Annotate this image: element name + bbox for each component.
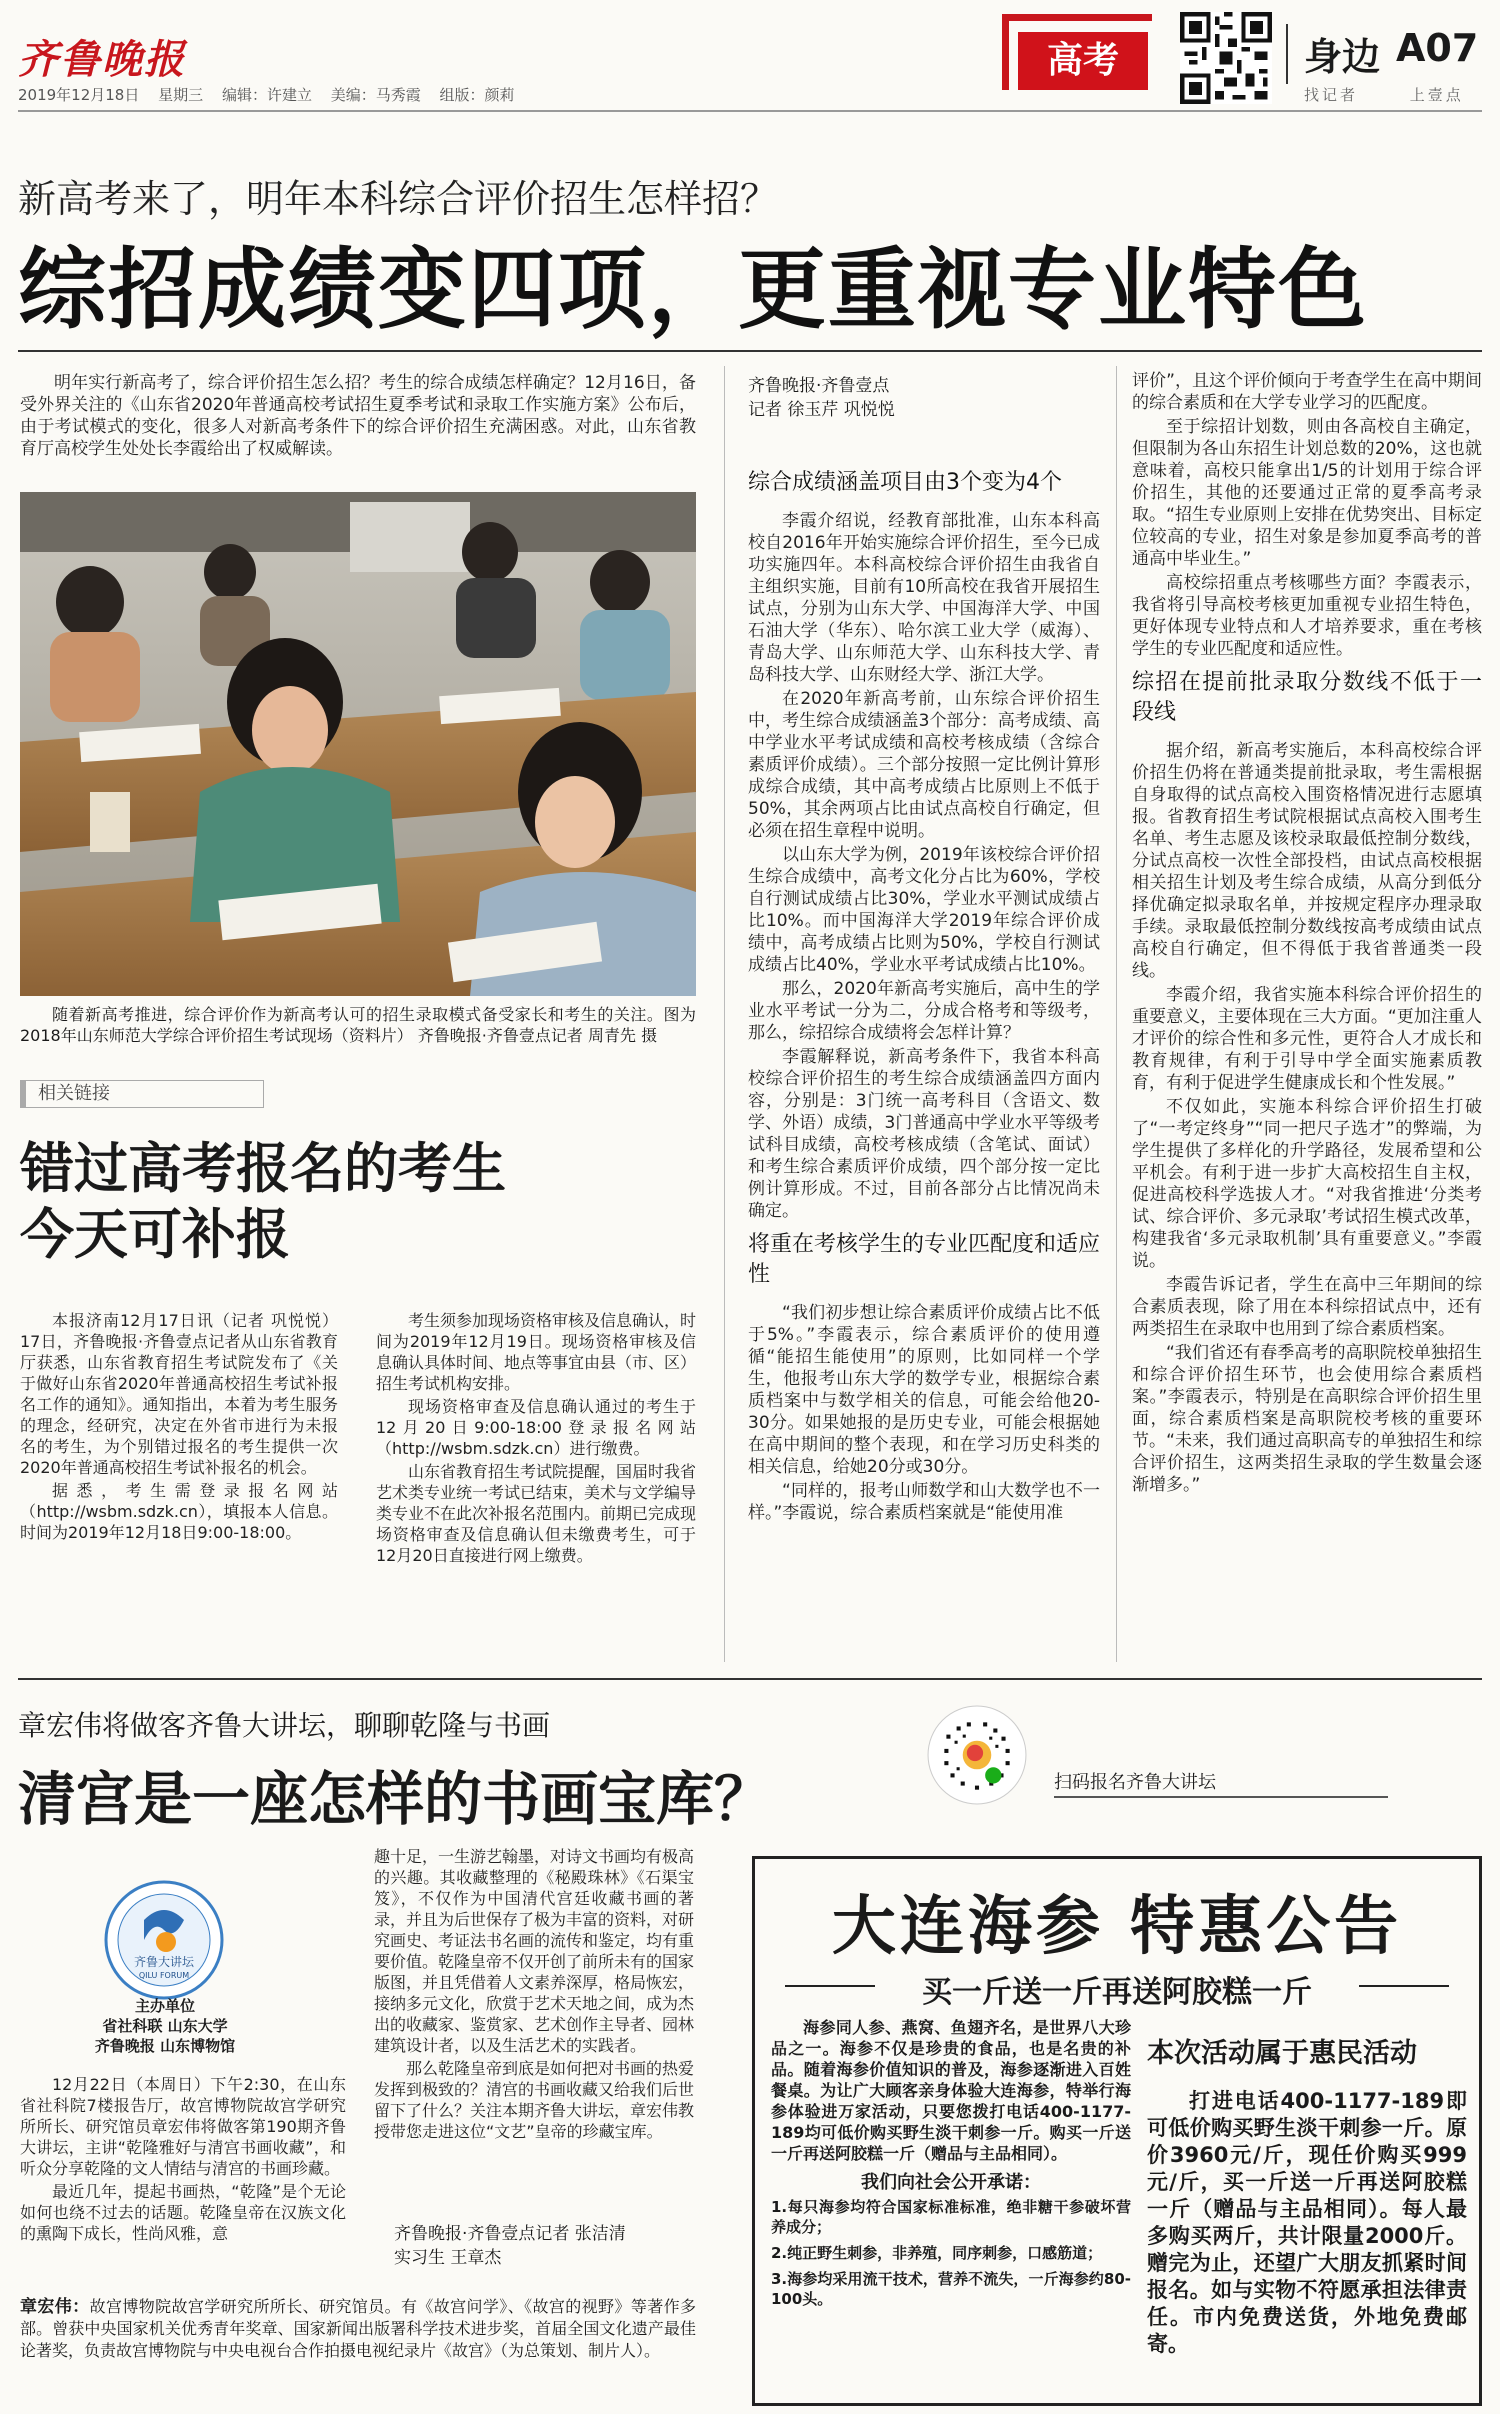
logo-text: 齐鲁大讲坛	[133, 1955, 195, 1969]
column-divider	[724, 366, 725, 1662]
issue-date: 2019年12月18日	[18, 86, 140, 104]
forum-column-2	[374, 1846, 694, 2144]
photo-caption-text: 随着新高考推进，综合评价作为新高考认可的招生录取模式备受家长和考生的关注。图为2018年山东师范大学综合评价招生考试现场（资料片） 齐鲁晚报·齐鲁壹点记者 周青先 摄	[20, 1005, 696, 1045]
page-section: 身边	[1304, 35, 1381, 79]
lead-paragraph: 至于综招计划数，则由各高校自主确定，但限制为各山东招生计划总数的20%，这也就意味着，高校只能拿出1/5的计划用于综合评价招生，其他的还要通过正常的夏季高考录取。“招生专业原则上安排在优势突出、目标定位较高的专业，招生对象是参加夏季高考的普通高中毕业生。”	[1132, 417, 1482, 569]
byline-reporters: 记者 徐玉芹 巩悦悦	[748, 400, 895, 420]
lead-paragraph: 李霞介绍说，经教育部批准，山东本科高校自2016年开始实施综合评价招生，至今已成功实施四年。本科高校综合评价招生由我省自主组织实施，目前有10所高校在我省开展招生试点，分别为山东大学、中国海洋大学、中国石油大学（华东）、哈尔滨工业大学（威海）、青岛大学、山东师范大学、山东科技大学、青岛科技大学、山东财经大学、浙江大学。	[748, 511, 1100, 685]
forum-paragraph: 12月22日（本周日）下午2:30，在山东省社科院7楼报告厅，故宫博物院故宫学研究所所长、研究馆员章宏伟将做客第190期齐鲁大讲坛，主讲“乾隆雅好与清宫书画收藏”，和听众分享乾隆的文人情结与清宫的书画珍藏。	[20, 2075, 346, 2178]
lead-paragraph: “我们省还有春季高考的高职院校单独招生和综合评价招生环节，也会使用综合素质档案。”李霞表示，特别是在高职综合评价招生里面，综合素质档案是高职院校考核的重要环节。“未来，我们通过高职高专的单独招生和综合评价招生，这两类招生录取的学生数量会逐渐增多。”	[1132, 1343, 1482, 1495]
column-divider	[1116, 366, 1117, 1662]
related-headline	[20, 1136, 506, 1268]
forum-paragraph: 最近几年，提起书画热，“乾隆”是个无论如何也绕不过去的话题。乾隆皇帝在汉族文化的熏陶下成长，性尚风雅，意	[20, 2182, 346, 2243]
lead-paragraph: 不仅如此，实施本科综合评价招生打破了“一考定终身”“同一把尺子选才”的弊端，为学生提供了多样化的升学路径，发展希望和公平机会。有利于进一步扩大高校招生自主权，促进高校科学选拔人才。“对我省推进‘分类考试、综合评价、多元录取’考试招生模式改革，构建我省‘多元录取机制’具有重要意义。”李霞说。	[1132, 1097, 1482, 1271]
sponsor-block	[60, 1996, 270, 2056]
ad-offer-text: 打进电话400-1177-189即可低价购买野生淡干刺参一斤。原价3960元/斤，现任价购买999元/斤，买一斤送一斤再送阿胶糕一斤（赠品与主品相同）。每人最多购买两斤，共计限量2000斤。赠完为止，还望广大朋友抓紧时间报名。如与实物不符愿承担法律责任。市内免费送货，外地免费邮寄。	[1147, 2089, 1467, 2356]
qilu-app-label: 上壹点	[1409, 86, 1464, 104]
headline-rule	[18, 350, 1482, 352]
related-column-1	[20, 1310, 338, 1545]
editor-credit: 编辑：许建立	[221, 86, 312, 104]
layout-credit: 组版：颜莉	[439, 86, 515, 104]
speaker-bio-text: 故宫博物院故宫学研究所所长、研究馆员。有《故宫问学》、《故宫的视野》等著作多部。曾获中央国家机关优秀青年奖章、国家新闻出版署科学技术进步奖，首届全国文化遗产最佳论著奖，负责故宫博物院与中央电视台合作拍摄电视纪录片《故宫》（为总策划、制片人）。	[20, 2297, 696, 2360]
sponsor-line: 齐鲁晚报 山东博物馆	[94, 2037, 236, 2055]
forum-byline-line: 实习生 王章杰	[394, 2248, 502, 2268]
forum-paragraph: 趣十足，一生游艺翰墨，对诗文书画均有极高的兴趣。其收藏整理的《秘殿珠林》《石渠宝笈》，不仅作为中国清代宫廷收藏书画的著录，并且为后世保存了极为丰富的资料，对研究画史、考证法书名画的流传和鉴定，均有重要价值。乾隆皇帝不仅开创了前所未有的国家版图，并且凭借着人文素养深厚，格局恢宏，接纳多元文化，欣赏于艺术天地之间，成为杰出的收藏家、鉴赏家、艺术创作主导者、园林建筑设计者，以及生活艺术的实践者。	[374, 1847, 695, 2055]
newspaper-logo: 齐鲁晚报	[18, 36, 186, 83]
issue-weekday: 星期三	[158, 86, 204, 104]
lead-column-b	[1132, 370, 1482, 1498]
section-sub-labels	[1304, 84, 1500, 105]
sea-cucumber-ad	[752, 1856, 1482, 2406]
lead-paragraph: 在2020年新高考前，山东综合评价招生中，考生综合成绩涵盖3个部分：高考成绩、高中学业水平考试成绩和高校考核成绩（含综合素质评价成绩）。三个部分按照一定比例计算形成综合成绩，其中高考成绩占比原则上不低于50%，其余两项占比由试点高校自行确定，但必须在招生章程中说明。	[748, 689, 1100, 841]
lead-paragraph: 李霞介绍，我省实施本科综合评价招生的重要意义，主要体现在三大方面。“更加注重人才评价的综合性和多元性，更符合人才成长和教育规律，有利于引导中学全面实施素质教育，有利于促进学生健康成长和个性发展。”	[1132, 985, 1482, 1093]
lead-paragraph: 以山东大学为例，2019年该校综合评价招生综合成绩中，高考文化分占比为60%，学校自行测试成绩占比30%，学业水平测试成绩占比10%。而中国海洋大学2019年综合评价成绩中，高考成绩占比则为50%，学校自行测试成绩占比40%，学业水平考试成绩占比10%。	[748, 845, 1100, 975]
forum-column-1	[20, 2074, 346, 2246]
exam-room-photo	[20, 492, 696, 996]
masthead-rule	[18, 110, 1482, 112]
related-paragraph: 山东省教育招生考试院提醒，国届时我省艺术类专业统一考试已结束，美术与文学编导类专业不在此次补报名范围内。前期已完成现场资格审查及信息确认但未缴费考生，可于12月20日直接进行网上缴费。	[376, 1462, 697, 1565]
section-tag: 高考	[1018, 32, 1148, 90]
sponsor-line: 省社科联 山东大学	[102, 2017, 228, 2035]
ad-offer-title: 本次活动属于惠民活动	[1147, 2038, 1417, 2069]
lead-subhead: 综合成绩涵盖项目由3个变为4个	[748, 470, 1062, 495]
related-paragraph: 考生须参加现场资格审核及信息确认，时间为2019年12月19日。现场资格审核及信息确认具体时间、地点等事宜由县（市、区）招生考试机构安排。	[376, 1311, 697, 1393]
ad-title: 大连海参 特惠公告	[831, 1890, 1403, 1964]
related-paragraph: 现场资格审查及信息确认通过的考生于12月20日9:00-18:00登录报名网站（http://wsbm.sdzk.cn）进行缴费。	[376, 1397, 696, 1458]
lead-subhead: 将重在考核学生的专业匹配度和适应性	[748, 1232, 1101, 1287]
lead-intro-text: 明年实行新高考了，综合评价招生怎么招？考生的综合成绩怎样确定？12月16日，备受外界关注的《山东省2020年普通高校考试招生夏季考试和录取工作实施方案》公布后，由于考试模式的变化，很多人对新高考条件下的综合评价招生充满困惑。对此，山东省教育厅高校学生处处长李霞给出了权威解读。	[20, 373, 696, 459]
related-paragraph: 本报济南12月17日讯（记者 巩悦悦） 17日，齐鲁晚报·齐鲁壹点记者从山东省教育厅获悉，山东省教育招生考试院发布了《关于做好山东省2020年普通高校招生考试补报名工作的通知》。通知指出，本着为考生服务的理念，经研究，决定在外省市进行为未报名的考生，为个别错过报名的考生提供一次2020年普通高校招生考试补报名的机会。	[20, 1311, 338, 1477]
lead-paragraph: 李霞解释说，新高考条件下，我省本科高校综合评价招生的考生综合成绩涵盖四方面内容，分别是：3门统一高考科目（含语文、数学、外语）成绩，3门普通高中学业水平等级考试科目成绩，高校考核成绩（含笔试、面试）和考生综合素质评价成绩，四个部分按一定比例计算形成。不过，目前各部分占比情况尚未确定。	[748, 1047, 1100, 1221]
ad-promise-item: 1.每只海参均符合国家标准标准，绝非糖干参破坏营养成分；	[771, 2198, 1131, 2236]
masthead-divider	[1286, 24, 1288, 84]
ad-promise-heading: 我们向社会公开承诺：	[861, 2172, 1041, 2193]
qr-code-icon	[926, 1704, 1028, 1806]
related-column-2	[376, 1310, 696, 1568]
lead-paragraph: “同样的，报考山师数学和山大数学也不一样。”李霞说，综合素质档案就是“能使用准	[748, 1481, 1100, 1523]
lead-paragraph: 那么，2020年新高考实施后，高中生的学业水平考试一分为二，分成合格考和等级考，那么，综招综合成绩将会怎样计算？	[748, 979, 1100, 1043]
forum-byline-line: 齐鲁晚报·齐鲁壹点记者 张洁清	[394, 2224, 626, 2244]
forum-paragraph: 那么乾隆皇帝到底是如何把对书画的热爱发挥到极致的？清宫的书画收藏又给我们后世留下了什么？关注本期齐鲁大讲坛，章宏伟教授带您走进这位“文艺”皇帝的珍藏宝库。	[374, 2059, 695, 2141]
scan-to-register-label: 扫码报名齐鲁大讲坛	[1054, 1772, 1216, 1793]
forum-headline: 清宫是一座怎样的书画宝库？	[18, 1765, 773, 1833]
ad-offer	[1147, 2031, 1467, 2358]
speaker-bio	[20, 2296, 696, 2362]
qilu-forum-logo	[104, 1880, 224, 2000]
ad-body	[771, 2017, 1131, 2315]
page-number: A07	[1396, 26, 1479, 70]
related-headline-line2: 今天可补报	[20, 1203, 290, 1266]
lead-column-a	[748, 460, 1100, 1526]
forum-kicker: 章宏伟将做客齐鲁大讲坛，聊聊乾隆与书画	[18, 1709, 551, 1742]
lead-byline	[748, 374, 895, 422]
lead-intro	[20, 372, 696, 462]
lead-headline: 综招成绩变四项，更重视专业特色	[18, 238, 1369, 341]
related-paragraph: 据悉，考生需登录报名网站（http://wsbm.sdzk.cn），填报本人信息。时间为2019年12月18日9:00-18:00。	[20, 1481, 338, 1542]
lead-paragraph: 据介绍，新高考实施后，本科高校综合评价招生仍将在普通类提前批录取，考生需根据自身取得的试点高校入围资格情况进行志愿填报。省教育招生考试院根据试点高校入围考生名单、考生志愿及该校录取最低控制分数线，分试点高校一次性全部投档，由试点高校根据相关招生计划及考生综合成绩，从高分到低分择优确定拟录取名单，并按规定程序办理录取手续。录取最低控制分数线按高考成绩由试点高校自行确定，但不得低于我省普通类一段线。	[1132, 741, 1482, 981]
issue-meta	[18, 84, 529, 105]
related-headline-line1: 错过高考报名的考生	[20, 1137, 506, 1200]
sponsor-heading: 主办单位	[134, 1997, 195, 2015]
ad-subtitle: 买一斤送一斤再送阿胶糕一斤	[785, 1967, 1449, 2011]
lead-subhead: 综招在提前批录取分数线不低于一段线	[1132, 670, 1482, 725]
ad-promise-list	[771, 2197, 1131, 2309]
ad-body-text: 海参同人参、燕窝、鱼翅齐名，是世界八大珍品之一。海参不仅是珍贵的食品，也是名贵的补品。随着海参价值知识的普及，海参逐渐进入百姓餐桌。为让广大顾客亲身体验大连海参，特举行海参体验进万家活动，只要您拨打电话400-1177-189均可低价购买野生淡干刺参一斤。购买一斤送一斤再送阿胶糕一斤（赠品与主品相同）。	[771, 2018, 1131, 2163]
qr-code-icon	[1180, 12, 1272, 104]
speaker-name: 章宏伟：	[20, 2297, 90, 2317]
find-reporter-label: 找记者	[1304, 86, 1359, 104]
scan-rule	[1054, 1796, 1388, 1798]
forum-byline	[394, 2222, 694, 2270]
ad-promise-item: 2.纯正野生刺参，非养殖，同序刺参，口感筋道；	[771, 2244, 1103, 2262]
lead-paragraph: “我们初步想让综合素质评价成绩占比不低于5%。”李霞表示，综合素质评价的使用遵循“能招生能使用”的原则，比如同样一个学生，他报考山东大学的数学专业，根据综合素质档案中与数学相关的信息，可能会给他20-30分。如果她报的是历史专业，可能会根据她在高中期间的整个表现，和在学习历史科类的相关信息，给她20分或30分。	[748, 1303, 1100, 1477]
lead-paragraph: 评价”，且这个评价倾向于考查学生在高中期间的综合素质和在大学专业学习的匹配度。	[1132, 371, 1482, 413]
logo-text-en: QILU FORUM	[138, 1971, 190, 1980]
art-credit: 美编：马秀霞	[330, 86, 421, 104]
lead-paragraph: 高校综招重点考核哪些方面？李霞表示，我省将引导高校考核更加重视专业招生特色，更好体现专业特点和人才培养要求，重在考核学生的专业匹配度和适应性。	[1132, 573, 1482, 659]
byline-outlet: 齐鲁晚报·齐鲁壹点	[748, 376, 890, 396]
section-rule	[18, 1678, 1482, 1680]
photo-caption	[20, 1004, 696, 1046]
lead-kicker: 新高考来了，明年本科综合评价招生怎样招？	[18, 177, 779, 221]
masthead	[0, 0, 1500, 130]
lead-paragraph: 李霞告诉记者，学生在高中三年期间的综合素质表现，除了用在本科综招试点中，还有两类招生在录取中也用到了综合素质档案。	[1132, 1275, 1482, 1339]
related-link-tag: 相关链接	[20, 1080, 264, 1108]
ad-promise-item: 3.海参均采用流干技术，营养不流失，一斤海参约80-100头。	[771, 2270, 1131, 2308]
